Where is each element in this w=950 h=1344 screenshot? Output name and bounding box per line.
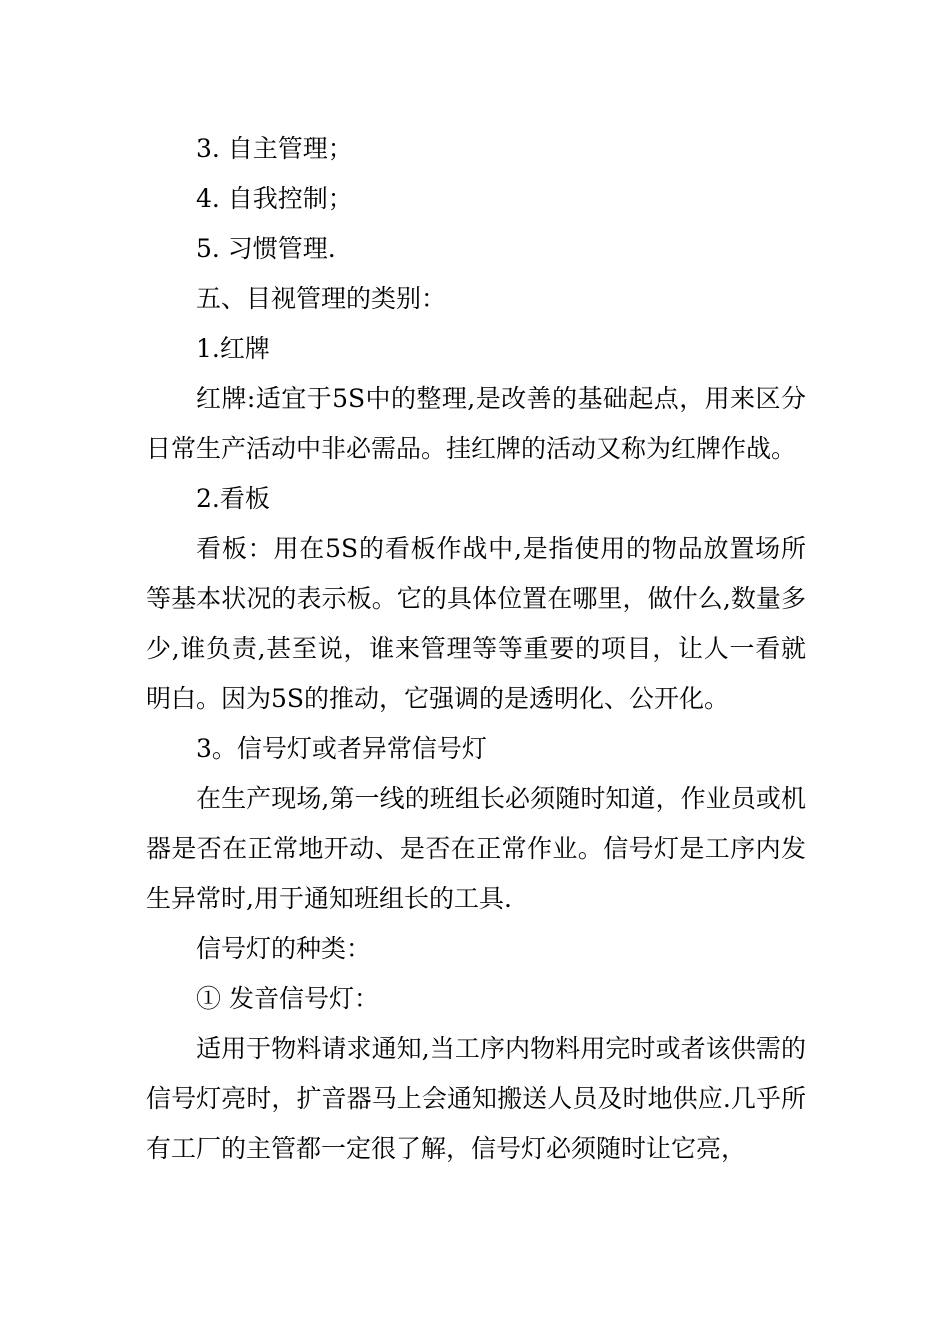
paragraph-signal-light: 在生产现场,第一线的班组长必须随时知道，作业员或机器是否在正常地开动、是否在正常作业。信号灯是工序内发生异常时,用于通知班组长的工具. <box>146 784 806 913</box>
subheading-sound-signal-light: ① 发音信号灯： <box>196 984 379 1013</box>
subheading-red-tag: 1.红牌 <box>196 334 270 363</box>
document-body <box>146 124 806 1174</box>
list-item-self-control: 4. 自我控制； <box>196 184 353 213</box>
paragraph-kanban: 看板：用在5S的看板作战中,是指使用的物品放置场所等基本状况的表示板。它的具体位置在哪里，做什么,数量多少,谁负责,甚至说，谁来管理等等重要的项目，让人一看就明白。因为5S的推动，它强调的是透明化、公开化。 <box>146 534 806 713</box>
subheading-signal-light-types: 信号灯的种类： <box>196 934 372 963</box>
section-heading-categories: 五、目视管理的类别： <box>196 284 447 313</box>
list-item-self-management: 3. 自主管理； <box>196 134 353 163</box>
paragraph-red-tag: 红牌:适宜于5S中的整理,是改善的基础起点，用来区分日常生产活动中非必需品。挂红牌的活动又称为红牌作战。 <box>146 384 806 463</box>
subheading-kanban: 2.看板 <box>196 484 270 513</box>
paragraph-sound-signal-light: 适用于物料请求通知,当工序内物料用完时或者该供需的信号灯亮时，扩音器马上会通知搬送人员及时地供应.几乎所有工厂的主管都一定很了解，信号灯必须随时让它亮， <box>146 1034 806 1163</box>
list-item-habit-management: 5. 习惯管理. <box>196 234 336 263</box>
subheading-signal-light: 3。信号灯或者异常信号灯 <box>196 734 487 763</box>
